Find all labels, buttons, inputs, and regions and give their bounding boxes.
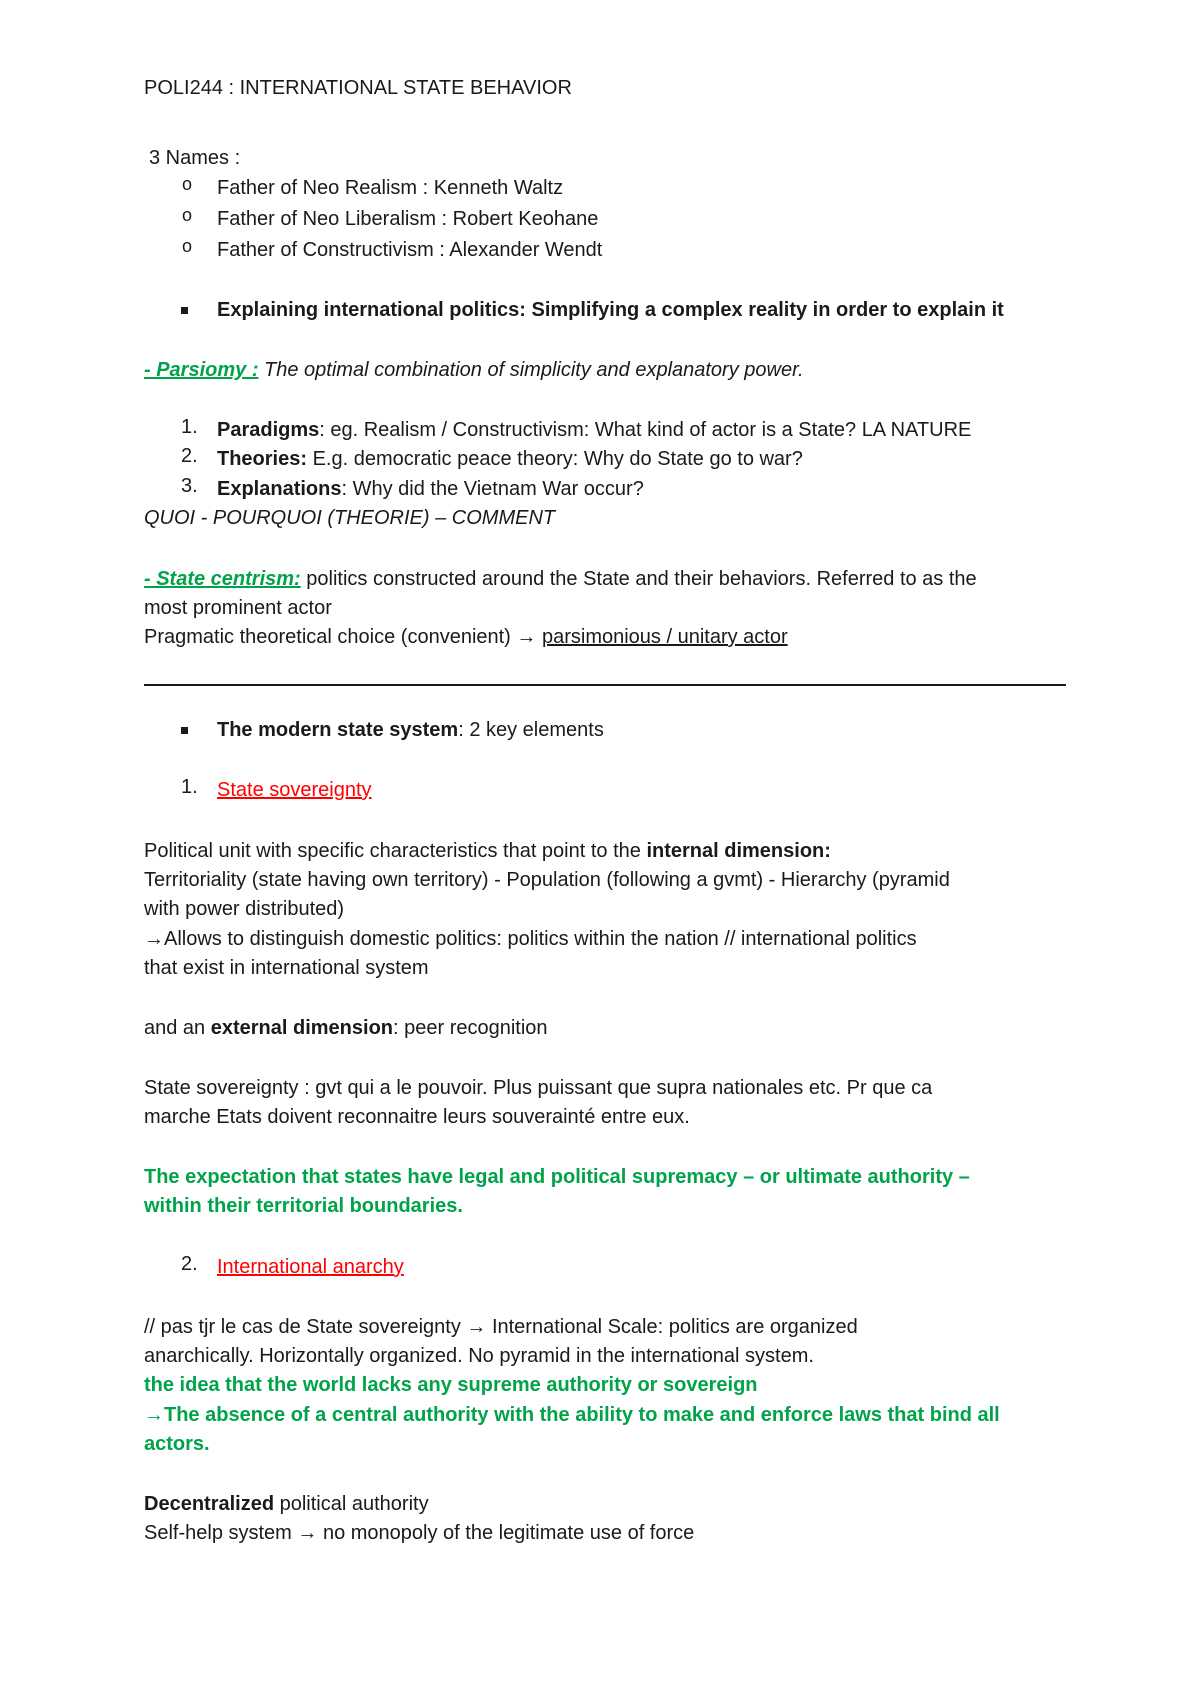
parsiomy-text: The optimal combination of simplicity and explanatory power.	[258, 359, 804, 381]
external-text-c: : peer recognition	[393, 1017, 548, 1039]
french-note-2: marche Etats doivent reconnaitre leurs souverainté entre eux.	[144, 1106, 690, 1128]
quoi-line: QUOI - POURQUOI (THEORIE) – COMMENT	[144, 507, 556, 529]
level-theories	[217, 445, 1137, 474]
explaining-heading: Explaining international politics: Simplifying a complex reality in order to explain it	[217, 299, 1004, 321]
document-title: POLI244 : INTERNATIONAL STATE BEHAVIOR	[144, 77, 572, 99]
external-dimension-term: external dimension	[210, 1017, 394, 1039]
state-centrism-line	[144, 565, 1064, 594]
sovereignty-p3: with power distributed)	[144, 898, 345, 920]
pragmatic-line	[144, 623, 1064, 652]
circle-bullet-icon: o	[182, 174, 193, 194]
sovereignty-title: State sovereignty	[217, 779, 372, 801]
circle-bullet-icon: o	[182, 205, 193, 225]
section-number: 1.	[181, 776, 198, 798]
external-text-a: and an	[144, 1017, 211, 1039]
level-number: 2.	[181, 445, 198, 467]
sovereignty-p1-text: Political unit with specific characteristics that point to the	[144, 840, 647, 862]
internal-dimension-term: internal dimension:	[646, 840, 831, 862]
decentralized-text: political authority	[274, 1493, 429, 1515]
section-number: 2.	[181, 1253, 198, 1275]
parsiomy-label: - Parsiomy :	[144, 359, 259, 381]
level-term: Paradigms	[217, 419, 320, 441]
decentralized-line	[144, 1490, 1064, 1519]
names-heading: 3 Names :	[149, 147, 241, 169]
external-dimension-line	[144, 1014, 1064, 1043]
level-term: Theories:	[217, 448, 308, 470]
arrow-icon: →	[516, 626, 542, 648]
level-paradigms	[217, 416, 1137, 445]
state-centrism-text-2: most prominent actor	[144, 597, 332, 619]
level-number: 3.	[181, 475, 198, 497]
state-centrism-text: politics constructed around the State and their behaviors. Referred to as the	[300, 568, 977, 590]
anarchy-definition-1: the idea that the world lacks any supreme authority or sovereign	[144, 1374, 758, 1396]
pragmatic-text: Pragmatic theoretical choice (convenient)	[144, 626, 517, 648]
anarchy-definition-3: actors.	[144, 1433, 210, 1455]
anarchy-p1: // pas tjr le cas de State sovereignty → International Scale: politics are organized	[144, 1316, 858, 1338]
anarchy-definition-2: →The absence of a central authority with the ability to make and enforce laws that bind all	[144, 1404, 1000, 1426]
anarchy-p2: anarchically. Horizontally organized. No pyramid in the international system.	[144, 1345, 814, 1367]
square-bullet-icon	[181, 727, 188, 734]
state-centrism-label: - State centrism:	[144, 568, 301, 590]
sovereignty-p1	[144, 837, 1064, 866]
names-item-1: Father of Neo Realism : Kenneth Waltz	[217, 177, 564, 199]
level-explanations	[217, 475, 1137, 504]
level-text: E.g. democratic peace theory: Why do State go to war?	[307, 448, 803, 470]
sovereignty-p4: →Allows to distinguish domestic politics: politics within the nation // international politics	[144, 928, 917, 950]
square-bullet-icon	[181, 307, 188, 314]
level-term: Explanations	[217, 478, 342, 500]
names-item-2: Father of Neo Liberalism : Robert Keohane	[217, 208, 599, 230]
anarchy-title: International anarchy	[217, 1256, 404, 1278]
parsiomy-line	[144, 356, 1064, 385]
modern-state-text: : 2 key elements	[458, 719, 604, 741]
decentralized-term: Decentralized	[144, 1493, 275, 1515]
modern-state-heading	[217, 716, 1137, 745]
level-text: : eg. Realism / Constructivism: What kind of actor is a State? LA NATURE	[319, 419, 972, 441]
level-text: : Why did the Vietnam War occur?	[341, 478, 644, 500]
sovereignty-definition-2: within their territorial boundaries.	[144, 1195, 463, 1217]
horizontal-divider	[144, 684, 1066, 686]
level-number: 1.	[181, 416, 198, 438]
pragmatic-underlined: parsimonious / unitary actor	[541, 626, 788, 648]
self-help-line: Self-help system → no monopoly of the legitimate use of force	[144, 1522, 695, 1544]
modern-state-term: The modern state system	[217, 719, 459, 741]
circle-bullet-icon: o	[182, 236, 193, 256]
sovereignty-p5: that exist in international system	[144, 957, 429, 979]
sovereignty-p2: Territoriality (state having own territory) - Population (following a gvmt) - Hierarchy (pyramid	[144, 869, 950, 891]
names-item-3: Father of Constructivism : Alexander Wendt	[217, 239, 603, 261]
french-note-1: State sovereignty : gvt qui a le pouvoir. Plus puissant que supra nationales etc. Pr que ca	[144, 1077, 933, 1099]
sovereignty-definition-1: The expectation that states have legal and political supremacy – or ultimate authority –	[144, 1166, 970, 1188]
